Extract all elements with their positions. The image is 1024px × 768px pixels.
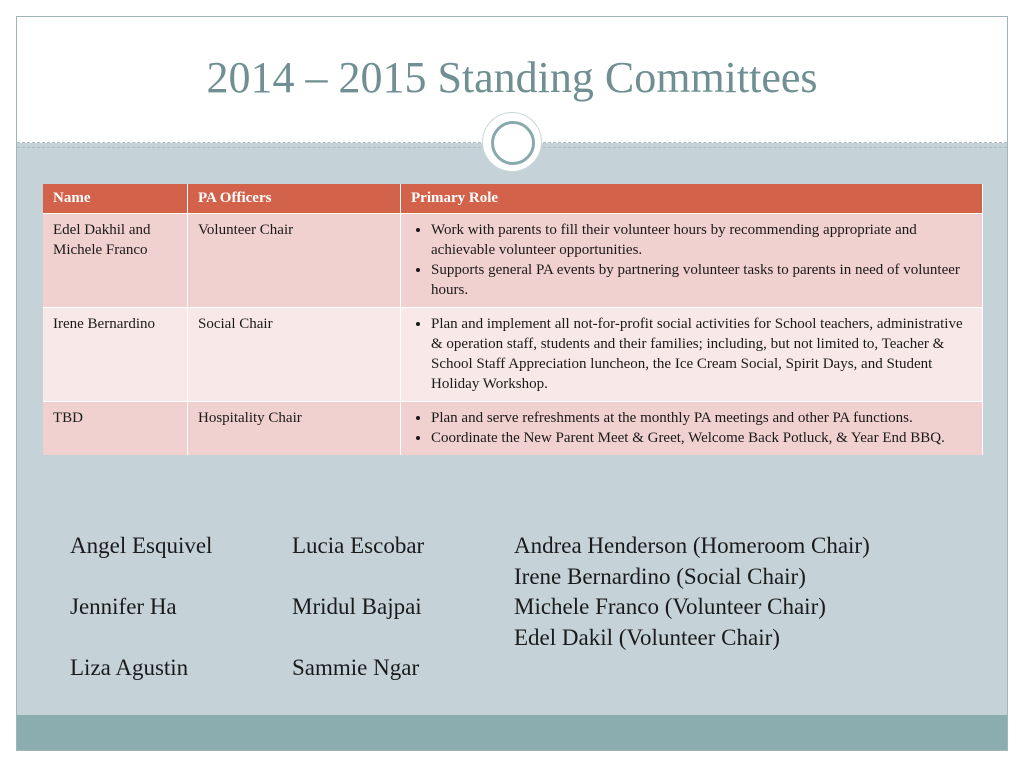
member-name: Irene Bernardino (Social Chair) bbox=[514, 563, 806, 589]
header-name: Name bbox=[43, 184, 188, 214]
table-row bbox=[43, 402, 983, 456]
member-name: Liza Agustin bbox=[70, 655, 189, 680]
role-item: • Work with parents to fill their volunteer hours by recommending appropriate and achievable volunteer opportunities. bbox=[431, 220, 972, 260]
cell-roles bbox=[401, 214, 983, 308]
header-pa-officers: PA Officers bbox=[188, 184, 401, 214]
table-header-row bbox=[43, 184, 983, 214]
member-name: Mridul Bajpai bbox=[292, 594, 422, 619]
member-name: Angel Esquivel bbox=[70, 533, 213, 558]
footer-band bbox=[17, 715, 1007, 750]
member-name: Jennifer Ha bbox=[70, 594, 177, 619]
member-name: Edel Dakil (Volunteer Chair) bbox=[514, 624, 780, 650]
roles-list bbox=[411, 408, 972, 448]
ring-ornament-inner bbox=[491, 121, 535, 165]
member-name: Lucia Escobar bbox=[292, 533, 425, 558]
cell-name: Edel Dakhil and Michele Franco bbox=[43, 214, 188, 308]
role-item: • Plan and serve refreshments at the monthly PA meetings and other PA functions. bbox=[431, 408, 972, 428]
members-column-3 bbox=[514, 531, 870, 653]
roles-list bbox=[411, 220, 972, 300]
cell-officer: Hospitality Chair bbox=[188, 402, 401, 456]
role-item: • Plan and implement all not-for-profit social activities for School teachers, administrative & operation staff, students and their families; including, but not limited to, Teacher & School Staff Appreciation luncheon, the Ice Cream Social, Spirit Days, and Student Holiday Workshop. bbox=[431, 314, 972, 394]
member-name bbox=[70, 562, 212, 593]
member-name: Michele Franco (Volunteer Chair) bbox=[514, 594, 826, 619]
cell-name: Irene Bernardino bbox=[43, 308, 188, 402]
header-primary-role: Primary Role bbox=[401, 184, 983, 214]
cell-name: TBD bbox=[43, 402, 188, 456]
member-name bbox=[70, 623, 212, 654]
slide-title: 2014 – 2015 Standing Committees bbox=[206, 53, 818, 102]
committees-table bbox=[43, 184, 983, 455]
slide-frame bbox=[16, 16, 1008, 751]
ring-ornament-icon bbox=[483, 113, 541, 171]
table-row bbox=[43, 308, 983, 402]
cell-roles bbox=[401, 402, 983, 456]
roles-list bbox=[411, 314, 972, 394]
member-name: Andrea Henderson (Homeroom Chair) bbox=[514, 533, 870, 558]
cell-officer: Social Chair bbox=[188, 308, 401, 402]
members-column-1 bbox=[70, 531, 212, 684]
role-item: • Supports general PA events by partnering volunteer tasks to parents in need of volunteer hours. bbox=[431, 260, 972, 300]
role-item: • Coordinate the New Parent Meet & Greet, Welcome Back Potluck, & Year End BBQ. bbox=[431, 428, 972, 448]
member-name bbox=[292, 623, 424, 654]
cell-roles bbox=[401, 308, 983, 402]
cell-officer: Volunteer Chair bbox=[188, 214, 401, 308]
members-column-2 bbox=[292, 531, 424, 684]
table-row bbox=[43, 214, 983, 308]
member-name: Sammie Ngar bbox=[292, 655, 420, 680]
member-name bbox=[292, 562, 424, 593]
